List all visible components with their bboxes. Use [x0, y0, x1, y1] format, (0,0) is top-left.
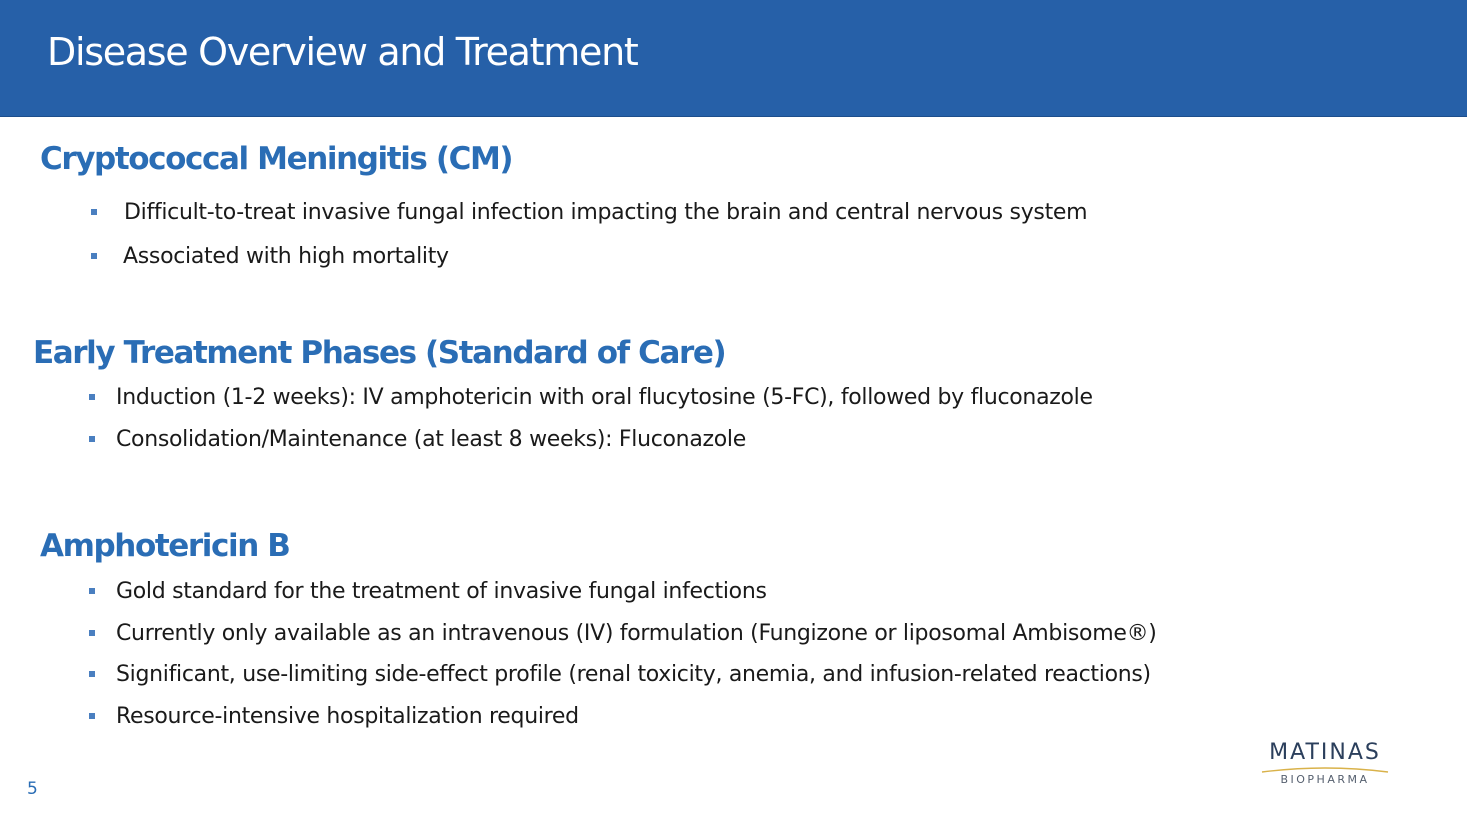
matinas-biopharma-logo	[1246, 740, 1404, 792]
bullet-item	[89, 578, 1239, 608]
header-bar	[0, 0, 1467, 117]
bullet-item	[91, 199, 1191, 229]
bullet-item	[89, 703, 1239, 733]
bullet-text: Currently only available as an intravenous (IV) formulation (Fungizone or liposomal Ambisome®)	[116, 621, 1157, 646]
section-heading-early-treatment: Early Treatment Phases (Standard of Care)	[33, 335, 726, 371]
bullet-item	[89, 661, 1239, 691]
section-heading-cm: Cryptococcal Meningitis (CM)	[40, 141, 513, 177]
square-bullet-icon	[89, 713, 95, 719]
square-bullet-icon	[91, 209, 97, 215]
square-bullet-icon	[89, 671, 95, 677]
bullet-item	[89, 620, 1239, 650]
slide-title: Disease Overview and Treatment	[47, 30, 638, 74]
bullet-text: Consolidation/Maintenance (at least 8 weeks): Fluconazole	[116, 427, 746, 452]
bullet-text: Induction (1-2 weeks): IV amphotericin with oral flucytosine (5-FC), followed by fluconazole	[116, 385, 1093, 410]
bullet-text: Difficult-to-treat invasive fungal infection impacting the brain and central nervous system	[124, 200, 1088, 225]
bullet-item	[91, 243, 1191, 273]
bullet-item	[89, 426, 1189, 456]
square-bullet-icon	[89, 394, 95, 400]
bullet-text: Significant, use-limiting side-effect profile (renal toxicity, anemia, and infusion-related reactions)	[116, 662, 1151, 687]
logo-wordmark: MATINAS	[1269, 740, 1381, 765]
bullet-text: Associated with high mortality	[123, 244, 449, 269]
square-bullet-icon	[91, 253, 97, 259]
square-bullet-icon	[89, 630, 95, 636]
square-bullet-icon	[89, 436, 95, 442]
section-heading-amphotericin-b: Amphotericin B	[40, 528, 290, 564]
bullet-text: Gold standard for the treatment of invasive fungal infections	[116, 579, 767, 604]
logo-subtitle: BIOPHARMA	[1280, 773, 1370, 786]
square-bullet-icon	[89, 588, 95, 594]
bullet-text: Resource-intensive hospitalization required	[116, 704, 579, 729]
page-number: 5	[27, 779, 38, 799]
bullet-item	[89, 384, 1189, 414]
